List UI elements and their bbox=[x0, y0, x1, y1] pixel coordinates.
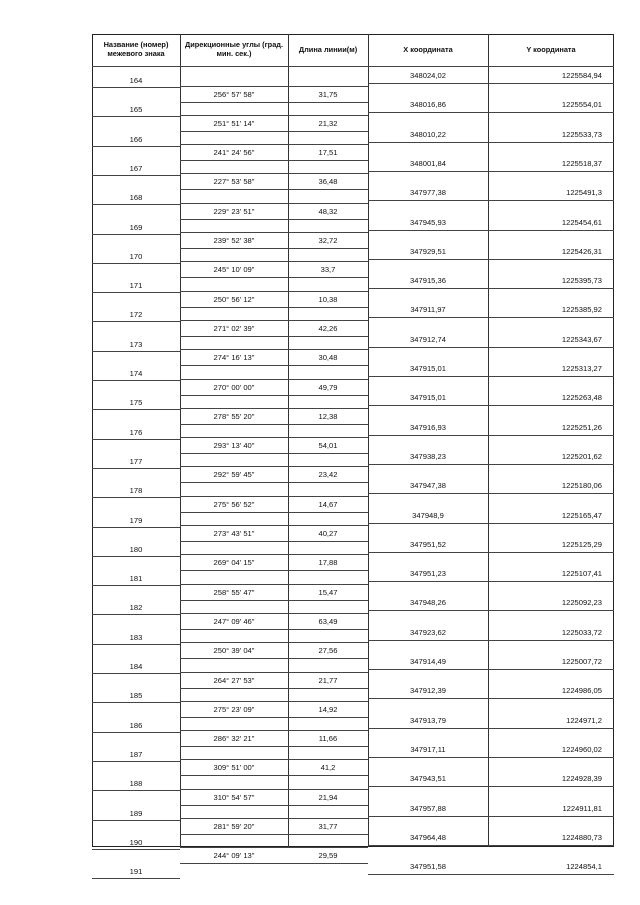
row-divider bbox=[92, 321, 180, 322]
row-divider bbox=[180, 86, 368, 87]
point-name: 180 bbox=[129, 544, 143, 554]
x-coordinate: 347977,38 bbox=[410, 188, 446, 198]
row-divider bbox=[92, 292, 180, 293]
line-length: 33,7 bbox=[320, 265, 336, 275]
y-coordinate: 1224960,02 bbox=[561, 744, 602, 754]
row-divider bbox=[180, 613, 368, 614]
line-length: 14,67 bbox=[318, 499, 338, 509]
row-divider bbox=[180, 730, 368, 731]
direction-angle: 269° 04' 15" bbox=[213, 558, 255, 568]
row-divider bbox=[92, 820, 180, 821]
line-length: 36,48 bbox=[318, 177, 338, 187]
direction-angle: 227° 53' 58" bbox=[213, 177, 255, 187]
row-divider bbox=[180, 219, 368, 220]
row-divider bbox=[92, 614, 180, 615]
row-divider bbox=[180, 717, 368, 718]
point-name: 178 bbox=[129, 486, 143, 496]
x-coordinate: 347945,93 bbox=[410, 217, 446, 227]
row-divider bbox=[180, 584, 368, 585]
line-length: 17,51 bbox=[318, 148, 338, 158]
point-name: 174 bbox=[129, 369, 143, 378]
x-coordinate: 347923,62 bbox=[410, 627, 446, 637]
row-divider bbox=[180, 805, 368, 806]
row-divider bbox=[368, 698, 614, 699]
row-divider bbox=[368, 728, 614, 729]
x-coordinate: 347915,36 bbox=[410, 276, 446, 286]
point-name: 186 bbox=[129, 720, 143, 730]
y-coordinate: 1224928,39 bbox=[561, 774, 602, 784]
row-divider bbox=[92, 263, 180, 264]
line-length: 27,56 bbox=[318, 646, 338, 656]
y-coordinate: 1225007,72 bbox=[561, 657, 602, 666]
row-divider bbox=[180, 248, 368, 249]
row-divider bbox=[180, 232, 368, 233]
row-divider bbox=[368, 288, 614, 289]
header-name: Название (номер) межевого знака bbox=[103, 40, 169, 58]
y-coordinate: 1225385,92 bbox=[561, 305, 602, 315]
line-length: 31,75 bbox=[318, 89, 338, 99]
direction-angle: 273° 43' 51" bbox=[213, 529, 255, 538]
row-divider bbox=[180, 554, 368, 555]
direction-angle: 292° 59' 45" bbox=[213, 470, 255, 480]
point-name: 165 bbox=[129, 105, 143, 115]
point-name: 181 bbox=[129, 574, 143, 584]
row-divider bbox=[180, 365, 368, 366]
row-divider bbox=[368, 786, 614, 787]
row-divider bbox=[180, 307, 368, 308]
row-divider bbox=[180, 277, 368, 278]
y-coordinate: 1225518,37 bbox=[561, 158, 602, 168]
y-coordinate: 1225343,67 bbox=[561, 334, 602, 344]
row-divider bbox=[180, 379, 368, 380]
point-name: 168 bbox=[129, 193, 143, 203]
row-divider bbox=[368, 112, 614, 113]
row-divider bbox=[92, 702, 180, 703]
row-divider bbox=[92, 527, 180, 528]
y-coordinate: 1225180,06 bbox=[561, 481, 602, 491]
row-divider bbox=[92, 878, 180, 879]
y-coordinate: 1225125,29 bbox=[561, 539, 602, 549]
y-coordinate: 1225426,31 bbox=[561, 246, 602, 256]
row-divider bbox=[92, 644, 180, 645]
row-divider bbox=[180, 688, 368, 689]
header-x: X координата bbox=[403, 44, 453, 54]
y-coordinate: 1225251,26 bbox=[561, 422, 602, 432]
x-coordinate: 347915,01 bbox=[410, 393, 446, 403]
direction-angle: 271° 02' 39" bbox=[213, 323, 255, 333]
row-divider bbox=[368, 200, 614, 201]
direction-angle: 245° 10' 09" bbox=[213, 265, 255, 275]
row-divider bbox=[180, 336, 368, 337]
row-divider bbox=[180, 525, 368, 526]
x-coordinate: 347943,51 bbox=[410, 774, 446, 784]
point-name: 164 bbox=[129, 76, 143, 85]
row-divider bbox=[180, 437, 368, 438]
point-name: 190 bbox=[129, 837, 143, 847]
point-name: 170 bbox=[129, 251, 143, 261]
header-angle: Дирекционные углы (град. мин. сек.) bbox=[184, 40, 284, 58]
direction-angle: 281° 59' 20" bbox=[213, 822, 255, 831]
line-length: 31,77 bbox=[318, 822, 338, 831]
line-length: 11,66 bbox=[318, 734, 338, 744]
row-divider bbox=[180, 570, 368, 571]
x-coordinate: 347912,74 bbox=[410, 334, 446, 344]
y-coordinate: 1224880,73 bbox=[561, 832, 602, 842]
y-coordinate: 1224986,05 bbox=[561, 686, 602, 696]
row-divider bbox=[368, 435, 614, 436]
direction-angle: 241° 24' 56" bbox=[213, 148, 255, 158]
row-divider bbox=[368, 317, 614, 318]
x-coordinate: 347911,97 bbox=[410, 305, 446, 315]
direction-angle: 250° 39' 04" bbox=[213, 646, 255, 656]
direction-angle: 309° 51' 00" bbox=[213, 763, 255, 773]
x-coordinate: 347915,01 bbox=[410, 364, 446, 373]
row-divider bbox=[180, 847, 368, 848]
line-length: 63,49 bbox=[318, 616, 338, 626]
row-divider bbox=[368, 230, 614, 231]
x-coordinate: 347917,11 bbox=[410, 744, 446, 754]
direction-angle: 275° 23' 09" bbox=[213, 704, 255, 714]
row-divider bbox=[92, 409, 180, 410]
direction-angle: 229° 23' 51" bbox=[213, 206, 255, 216]
row-divider bbox=[180, 701, 368, 702]
direction-angle: 247° 09' 46" bbox=[213, 616, 255, 626]
direction-angle: 270° 00' 00" bbox=[213, 382, 255, 392]
point-name: 188 bbox=[129, 779, 143, 789]
line-length: 54,01 bbox=[318, 441, 338, 451]
row-divider bbox=[92, 175, 180, 176]
point-name: 175 bbox=[129, 398, 143, 408]
row-divider bbox=[180, 291, 368, 292]
x-coordinate: 347948,26 bbox=[410, 598, 446, 608]
row-divider bbox=[368, 493, 614, 494]
x-coordinate: 347913,79 bbox=[410, 715, 446, 725]
x-coordinate: 347951,23 bbox=[410, 569, 446, 579]
line-length: 42,26 bbox=[318, 323, 338, 333]
row-divider bbox=[180, 512, 368, 513]
x-coordinate: 347951,58 bbox=[410, 862, 446, 872]
coordinates-table bbox=[92, 34, 614, 877]
line-length: 21,77 bbox=[318, 675, 338, 685]
row-divider bbox=[180, 775, 368, 776]
line-length: 30,48 bbox=[318, 353, 338, 363]
row-divider bbox=[368, 610, 614, 611]
line-length: 23,42 bbox=[318, 470, 338, 480]
row-divider bbox=[368, 347, 614, 348]
y-coordinate: 1225584,94 bbox=[561, 71, 602, 80]
row-divider bbox=[368, 171, 614, 172]
row-divider bbox=[92, 234, 180, 235]
x-coordinate: 347914,49 bbox=[410, 657, 446, 666]
y-coordinate: 1225395,73 bbox=[561, 276, 602, 286]
row-divider bbox=[180, 349, 368, 350]
row-divider bbox=[180, 672, 368, 673]
row-divider bbox=[368, 669, 614, 670]
line-length: 48,32 bbox=[318, 206, 338, 216]
row-divider bbox=[180, 600, 368, 601]
x-coordinate: 347964,48 bbox=[410, 832, 446, 842]
direction-angle: 293° 13' 40" bbox=[213, 441, 255, 451]
row-divider bbox=[92, 146, 180, 147]
direction-angle: 250° 56' 12" bbox=[213, 294, 255, 304]
row-divider bbox=[180, 818, 368, 819]
x-coordinate: 348016,86 bbox=[410, 100, 446, 110]
row-divider bbox=[180, 189, 368, 190]
row-divider bbox=[368, 581, 614, 582]
line-length: 40,27 bbox=[318, 529, 338, 538]
x-coordinate: 347948,9 bbox=[412, 510, 444, 520]
row-divider bbox=[368, 376, 614, 377]
row-divider bbox=[92, 116, 180, 117]
line-length: 32,72 bbox=[318, 236, 338, 245]
row-divider bbox=[368, 464, 614, 465]
row-divider bbox=[180, 173, 368, 174]
row-divider bbox=[368, 259, 614, 260]
line-length: 21,32 bbox=[318, 118, 338, 128]
line-length: 15,47 bbox=[318, 587, 338, 597]
row-divider bbox=[180, 466, 368, 467]
row-divider bbox=[368, 552, 614, 553]
y-coordinate: 1225533,73 bbox=[561, 129, 602, 139]
y-coordinate: 1225092,23 bbox=[561, 598, 602, 608]
row-divider bbox=[180, 261, 368, 262]
point-name: 172 bbox=[129, 310, 143, 320]
row-divider bbox=[180, 496, 368, 497]
row-divider bbox=[92, 761, 180, 762]
row-divider bbox=[180, 144, 368, 145]
row-divider bbox=[368, 874, 614, 875]
point-name: 177 bbox=[129, 456, 143, 466]
row-divider bbox=[368, 816, 614, 817]
row-divider bbox=[92, 468, 180, 469]
header-divider bbox=[92, 66, 614, 67]
row-divider bbox=[368, 142, 614, 143]
row-divider bbox=[368, 757, 614, 758]
row-divider bbox=[180, 203, 368, 204]
direction-angle: 256° 57' 58" bbox=[213, 89, 255, 99]
point-name: 184 bbox=[129, 662, 143, 671]
row-divider bbox=[180, 453, 368, 454]
row-divider bbox=[180, 395, 368, 396]
point-name: 187 bbox=[129, 749, 143, 759]
point-name: 176 bbox=[129, 427, 143, 437]
y-coordinate: 1225201,62 bbox=[561, 451, 602, 461]
row-divider bbox=[92, 351, 180, 352]
row-divider bbox=[180, 424, 368, 425]
x-coordinate: 348010,22 bbox=[410, 129, 446, 139]
x-coordinate: 347957,88 bbox=[410, 803, 446, 813]
direction-angle: 275° 56' 52" bbox=[213, 499, 255, 509]
x-coordinate: 347938,23 bbox=[410, 451, 446, 461]
row-divider bbox=[92, 204, 180, 205]
row-divider bbox=[180, 320, 368, 321]
x-coordinate: 347947,38 bbox=[410, 481, 446, 491]
row-divider bbox=[368, 845, 614, 846]
line-length: 49,79 bbox=[318, 382, 338, 392]
point-name: 171 bbox=[129, 281, 143, 291]
direction-angle: 278° 55' 20" bbox=[213, 411, 255, 421]
row-divider bbox=[180, 102, 368, 103]
x-coordinate: 347929,51 bbox=[410, 246, 446, 256]
row-divider bbox=[180, 629, 368, 630]
row-divider bbox=[92, 497, 180, 498]
direction-angle: 310° 54' 57" bbox=[213, 792, 255, 802]
point-name: 183 bbox=[129, 632, 143, 642]
point-name: 189 bbox=[129, 808, 143, 818]
row-divider bbox=[180, 642, 368, 643]
y-coordinate: 1225454,61 bbox=[561, 217, 602, 227]
y-coordinate: 1225263,48 bbox=[561, 393, 602, 403]
x-coordinate: 347916,93 bbox=[410, 422, 446, 432]
point-name: 169 bbox=[129, 222, 143, 232]
line-length: 12,38 bbox=[318, 411, 338, 421]
direction-angle: 251° 51' 14" bbox=[213, 118, 255, 128]
row-divider bbox=[92, 673, 180, 674]
y-coordinate: 1224971,2 bbox=[566, 715, 602, 725]
row-divider bbox=[92, 87, 180, 88]
header-length: Длина линии(м) bbox=[298, 44, 358, 54]
line-length: 10,38 bbox=[318, 294, 338, 304]
direction-angle: 258° 55' 47" bbox=[213, 587, 255, 597]
point-name: 166 bbox=[129, 134, 143, 144]
point-name: 185 bbox=[129, 691, 143, 701]
direction-angle: 244° 09' 13" bbox=[213, 851, 255, 861]
direction-angle: 274° 16' 13" bbox=[213, 353, 255, 363]
y-coordinate: 1224911,81 bbox=[562, 803, 602, 813]
y-coordinate: 1225107,41 bbox=[561, 569, 602, 579]
line-length: 17,88 bbox=[318, 558, 338, 568]
line-length: 41,2 bbox=[320, 763, 336, 773]
row-divider bbox=[180, 746, 368, 747]
row-divider bbox=[180, 759, 368, 760]
point-name: 173 bbox=[129, 339, 143, 349]
x-coordinate: 347912,39 bbox=[410, 686, 446, 696]
row-divider bbox=[180, 541, 368, 542]
y-coordinate: 1225165,47 bbox=[561, 510, 602, 520]
direction-angle: 239° 52' 38" bbox=[213, 236, 255, 245]
row-divider bbox=[368, 83, 614, 84]
row-divider bbox=[180, 131, 368, 132]
y-coordinate: 1225033,72 bbox=[561, 627, 602, 637]
row-divider bbox=[180, 834, 368, 835]
point-name: 182 bbox=[129, 603, 143, 613]
direction-angle: 264° 27' 53" bbox=[213, 675, 255, 685]
row-divider bbox=[368, 523, 614, 524]
line-length: 21,94 bbox=[318, 792, 338, 802]
row-divider bbox=[92, 790, 180, 791]
y-coordinate: 1225313,27 bbox=[561, 364, 602, 373]
row-divider bbox=[92, 732, 180, 733]
row-divider bbox=[180, 789, 368, 790]
y-coordinate: 1225491,3 bbox=[566, 188, 602, 198]
header-y: Y координата bbox=[526, 44, 576, 54]
point-name: 191 bbox=[129, 867, 143, 877]
line-length: 29,59 bbox=[318, 851, 338, 861]
line-length: 14,92 bbox=[318, 704, 338, 714]
row-divider bbox=[92, 556, 180, 557]
row-divider bbox=[368, 405, 614, 406]
row-divider bbox=[92, 585, 180, 586]
row-divider bbox=[180, 408, 368, 409]
row-divider bbox=[92, 439, 180, 440]
row-divider bbox=[180, 115, 368, 116]
row-divider bbox=[92, 849, 180, 850]
direction-angle: 286° 32' 21" bbox=[213, 734, 255, 744]
x-coordinate: 347951,52 bbox=[410, 539, 446, 549]
row-divider bbox=[92, 380, 180, 381]
row-divider bbox=[180, 160, 368, 161]
y-coordinate: 1225554,01 bbox=[561, 100, 602, 110]
x-coordinate: 348001,84 bbox=[410, 158, 446, 168]
x-coordinate: 348024,02 bbox=[410, 71, 446, 80]
row-divider bbox=[180, 658, 368, 659]
row-divider bbox=[368, 640, 614, 641]
row-divider bbox=[180, 482, 368, 483]
y-coordinate: 1224854,1 bbox=[566, 862, 602, 872]
point-name: 167 bbox=[129, 163, 143, 173]
row-divider bbox=[180, 863, 368, 864]
point-name: 179 bbox=[129, 515, 143, 525]
